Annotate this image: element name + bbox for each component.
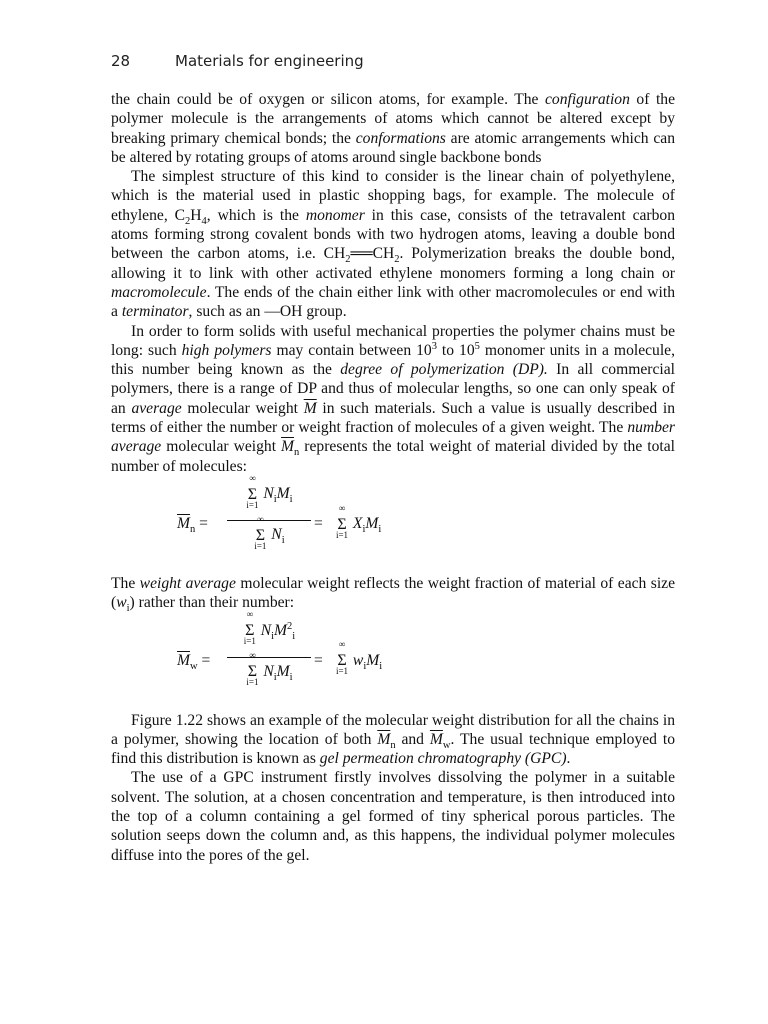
subscript: i: [126, 603, 130, 615]
subscript: i: [281, 535, 285, 547]
symbol: M: [274, 621, 288, 639]
paragraph: [111, 90, 675, 167]
text-span: Figure 1.22 shows an example of the molecular weight distribution for all the chains in a polymer, showing the location of both: [111, 711, 675, 748]
equals-sign: =: [314, 514, 323, 532]
summation: [243, 609, 257, 647]
superscript: 5: [474, 340, 480, 352]
symbol: M: [366, 651, 380, 669]
subscript: 2: [345, 254, 351, 266]
symbol-mn: $\overline{M}$: [281, 438, 295, 456]
symbol: w: [116, 594, 127, 612]
subscript: w: [442, 739, 451, 751]
term-macromolecule: macromolecule: [111, 283, 207, 301]
numerator: [227, 609, 311, 653]
subscript: i: [289, 494, 293, 506]
symbol-mw: $\overline{M}$: [429, 730, 443, 748]
symbol-mn: $\overline{M}$: [377, 730, 391, 748]
symbol: $\overline{M}$: [177, 651, 190, 669]
text-span: may contain between 10: [271, 341, 432, 359]
text-span: . Polymerization breaks the double bond, allowing it to link with other activated ethylene monomers forming a long chain or: [111, 245, 675, 282]
paragraph: [111, 167, 675, 321]
summation: [245, 472, 259, 510]
paragraph: [111, 711, 675, 769]
text-span: and: [395, 730, 430, 748]
summation: [253, 513, 267, 551]
paragraph: The use of a GPC instrument firstly involves dissolving the polymer in a suitable solvent. The solution, at a chosen concentration and temperature, is then introduced into the top of a column containing a gel formed of tiny spherical porous particles. The solution seeps down the column and, as this happens, the individual polymer molecules diffuse into the pores of the gel.: [111, 769, 675, 864]
term-gpc: gel permeation chromatography (GPC): [319, 750, 567, 768]
symbol: N: [263, 662, 274, 680]
sum-symbol: Σ: [337, 515, 347, 533]
text-span: are atomic arrangements which can be altered by rotating groups of atoms around single backbone bonds: [111, 129, 676, 166]
running-header: [111, 52, 364, 70]
text-span: in this case, consists of the tetravalent carbon atoms forming strong covalent bonds with two hydrogen atoms, leaving a double bond between the carbon atoms, i.e. CH: [111, 206, 675, 263]
text-span: molecular weight reflects the weight fraction of material of each size (: [111, 574, 676, 612]
term-conformations: conformations: [355, 129, 446, 147]
sum-upper: ∞: [338, 639, 346, 650]
term-degree-of-polymerization: degree of polymerization (DP).: [340, 361, 548, 379]
symbol-m-bar: $\overline{M}$: [303, 399, 317, 417]
equals-sign: =: [201, 651, 211, 669]
text-span: represents the total weight of material divided by the total number of molecules:: [111, 438, 675, 475]
text-span: ══CH: [350, 245, 395, 263]
term-monomer: monomer: [305, 206, 365, 224]
sum-upper: ∞: [246, 609, 253, 620]
symbol: N: [263, 484, 274, 502]
sum-lower: i=1: [243, 636, 256, 647]
subscript: i: [273, 671, 277, 683]
equals-sign: =: [199, 514, 208, 532]
symbol: X: [352, 514, 363, 532]
text-span: molecular weight: [161, 438, 282, 456]
subscript: 2: [185, 215, 191, 227]
subscript: i: [289, 671, 293, 683]
term-number-average: number average: [111, 419, 675, 456]
equation-rhs: [335, 639, 383, 677]
text-span: , such as an —OH group.: [188, 303, 347, 321]
sum-lower: i=1: [246, 499, 259, 510]
subscript: 2: [394, 254, 400, 266]
subscript: i: [379, 660, 383, 672]
equals-sign: =: [314, 651, 323, 669]
subscript: n: [294, 447, 300, 459]
paragraph: [111, 322, 675, 476]
term-high-polymers: high polymers: [181, 341, 272, 359]
term-configuration: configuration: [545, 91, 630, 108]
summation: [245, 650, 259, 688]
subscript: i: [271, 630, 275, 642]
equation-weight-average: [111, 609, 675, 705]
sum-lower: i=1: [335, 529, 349, 540]
term-average: average: [131, 399, 182, 417]
subscript: i: [363, 660, 367, 672]
symbol: w: [352, 651, 364, 669]
equation-lhs: [177, 651, 210, 670]
text-span: In all commercial polymers, there is a range of DP and thus of molecular lengths, so one can only speak of an: [111, 361, 675, 417]
denominator: [227, 650, 311, 694]
sum-lower: i=1: [254, 540, 267, 551]
subscript: i: [273, 494, 277, 506]
term-weight-average: weight average: [139, 574, 236, 592]
subscript: i: [378, 524, 382, 536]
subscript: w: [190, 660, 198, 672]
paragraph: [111, 574, 675, 613]
sum-lower: i=1: [246, 677, 259, 688]
sum-upper: ∞: [338, 502, 346, 513]
sum-symbol: Σ: [247, 663, 258, 681]
text-span: molecular weight: [181, 399, 304, 417]
sum-symbol: Σ: [245, 622, 255, 640]
text-span: The simplest structure of this kind to consider is the linear chain of polyethylene, which is the material used in plastic shopping bags, for example. The molecule of ethylene, C: [111, 168, 675, 224]
text-span: .: [566, 750, 571, 768]
symbol: N: [271, 525, 282, 543]
subscript: i: [362, 524, 366, 536]
running-title: Materials for engineering: [175, 52, 364, 70]
text-span: H: [190, 206, 202, 224]
sum-symbol: Σ: [255, 526, 266, 544]
text-span: . The ends of the chain either link with other macromolecules or end with a: [111, 283, 675, 321]
term-terminator: terminator: [121, 303, 189, 321]
text-span: . The usual technique employed to find this distribution is known as: [111, 730, 676, 768]
symbol: M: [365, 514, 379, 532]
fraction-bar: [227, 657, 311, 658]
text-span: ) rather than their number:: [129, 594, 295, 612]
page-number: 28: [111, 52, 131, 70]
text-span: in such materials. Such a value is usually described in terms of either the number or weight fraction of molecules of a given weight. The: [111, 399, 675, 437]
symbol: M: [276, 484, 290, 502]
superscript: 3: [431, 340, 437, 352]
text-span: The: [111, 574, 140, 592]
sum-symbol: Σ: [247, 485, 258, 503]
body-text: [111, 90, 675, 865]
sum-upper: ∞: [249, 650, 256, 661]
symbol: M: [276, 662, 290, 680]
sum-upper: ∞: [249, 472, 256, 483]
text-span: the chain could be of oxygen or silicon atoms, for example. The: [111, 91, 545, 108]
fraction: [227, 472, 311, 557]
text-span: , which is the: [206, 206, 306, 224]
summation: [335, 639, 349, 677]
subscript: n: [190, 524, 196, 536]
equation-lhs: [177, 514, 208, 536]
numerator: [227, 472, 311, 516]
equation-number-average: [111, 472, 675, 568]
summation: [335, 502, 349, 540]
text-span: of the polymer molecule is the arrangements of atoms which cannot be altered except by breaking primary chemical bonds; the: [111, 91, 676, 147]
denominator: [227, 513, 311, 557]
subscript: i: [292, 630, 296, 642]
sum-symbol: Σ: [337, 652, 347, 670]
equation-rhs: [335, 502, 382, 540]
subscript: 4: [201, 215, 207, 227]
subscript: n: [390, 739, 396, 751]
sum-lower: i=1: [335, 666, 349, 677]
text-span: to 10: [436, 341, 475, 359]
text-span: monomer units in a molecule, this number being known as the: [111, 341, 675, 379]
sum-upper: ∞: [257, 513, 264, 524]
fraction-bar: [227, 520, 311, 521]
symbol: $\overline{M}$: [177, 514, 190, 532]
superscript: 2: [287, 620, 293, 632]
text-span: In order to form solids with useful mechanical properties the polymer chains must be long: such: [111, 322, 675, 359]
fraction: [227, 609, 311, 694]
symbol: N: [260, 621, 272, 639]
